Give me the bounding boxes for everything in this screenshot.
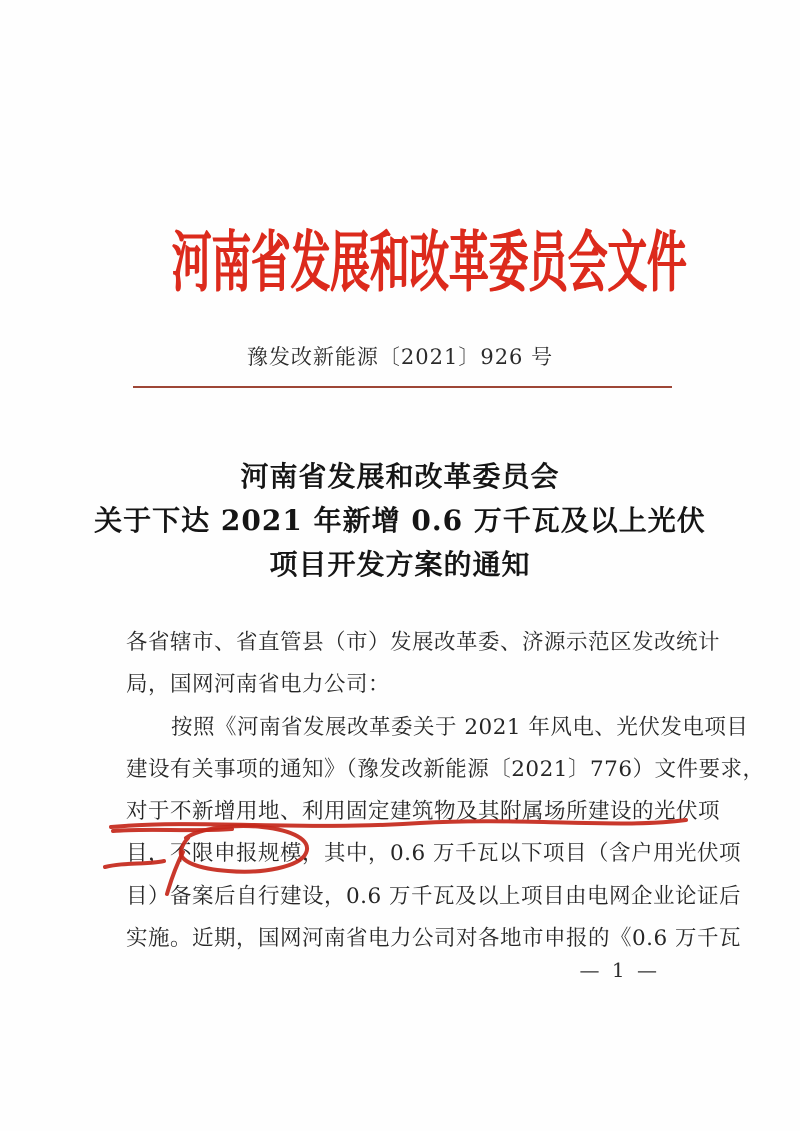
body-line: 建设有关事项的通知》（豫发改新能源〔2021〕776）文件要求， <box>126 756 765 782</box>
document-title <box>0 455 800 587</box>
title-line: 关于下达 2021 年新增 0.6 万千瓦及以上光伏 <box>94 504 706 537</box>
body-line: 实施。近期，国网河南省电力公司对各地市申报的《0.6 万千瓦 <box>126 926 742 952</box>
page-number: — 1 — <box>579 958 660 982</box>
document-number: 豫发改新能源〔2021〕926 号 <box>246 345 554 369</box>
body-line: 目，不限申报规模，其中，0.6 万千瓦以下项目（含户用光伏项 <box>126 841 742 867</box>
body-line: 对于不新增用地、利用固定建筑物及其附属场所建设的光伏项 <box>126 799 721 825</box>
agency-banner-text: 河南省发展和改革委员会文件 <box>171 223 687 301</box>
body-line: 局，国网河南省电力公司： <box>126 672 391 698</box>
title-line: 河南省发展和改革委员会 <box>240 460 560 493</box>
body-line: 各省辖市、省直管县（市）发展改革委、济源示范区发改统计 <box>126 630 721 655</box>
body-line: 按照《河南省发展改革委关于 2021 年风电、光伏发电项目 <box>171 714 749 740</box>
red-divider-line <box>133 386 672 388</box>
body-line: 目）备案后自行建设，0.6 万千瓦及以上项目由电网企业论证后 <box>126 883 742 909</box>
agency-banner <box>0 223 800 301</box>
document-body <box>126 622 765 960</box>
title-line: 项目开发方案的通知 <box>269 548 531 581</box>
